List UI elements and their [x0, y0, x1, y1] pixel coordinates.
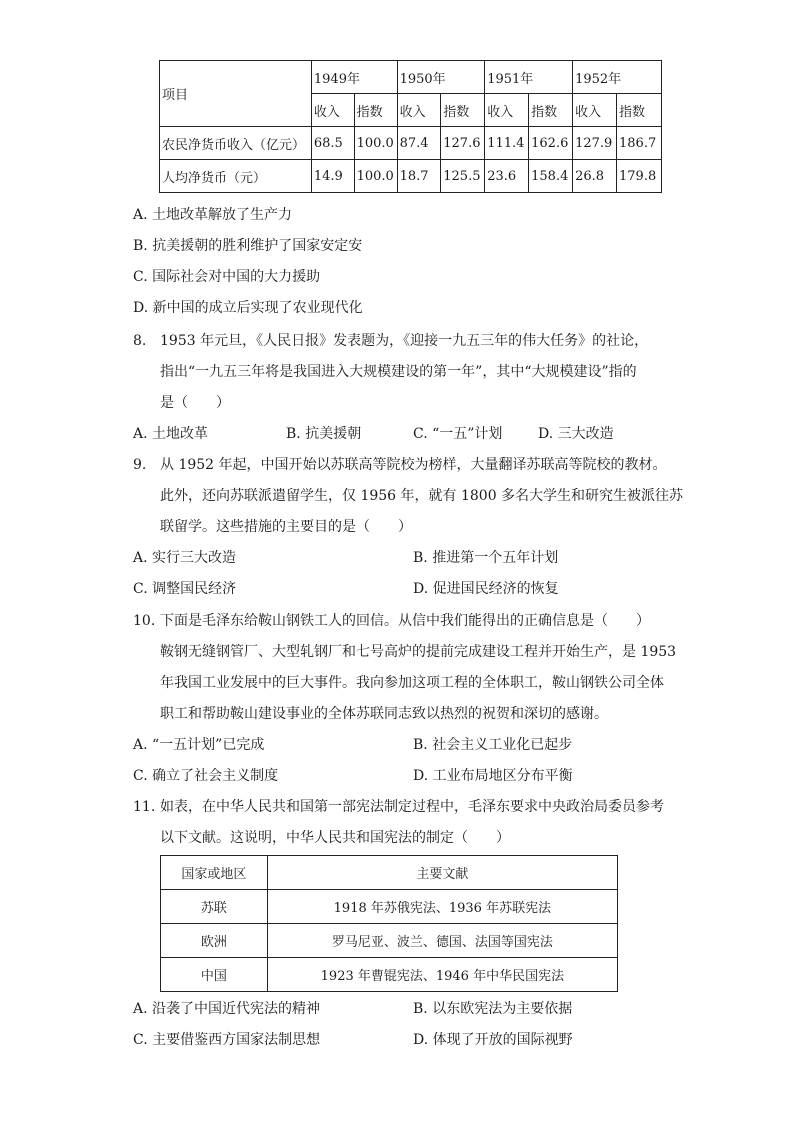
q10-quote-line: 职工和帮助鞍山建设事业的全体苏联同志致以热烈的祝贺和深切的感谢。: [160, 706, 608, 722]
q7-option-b[interactable]: B. 抗美援朝的胜利维护了国家安定安: [133, 238, 363, 254]
q10-quote-line: 鞍钢无缝钢管厂、大型轧钢厂和七号高炉的提前完成建设工程并开始生产，是 1953: [160, 644, 677, 660]
table-cell: 125.5: [441, 160, 485, 193]
table-cell: 186.7: [617, 127, 662, 160]
q11-number: 11.: [133, 799, 156, 815]
q11-stem-line: 如表，在中华人民共和国第一部宪法制定过程中，毛泽东要求中央政治局委员参考: [160, 799, 664, 815]
table-row: [160, 127, 662, 160]
table-cell: 23.6: [485, 160, 529, 193]
q9-option-a[interactable]: A. 实行三大改造: [133, 550, 237, 566]
table-cell: 14.9: [311, 160, 354, 193]
table-cell: 68.5: [311, 127, 354, 160]
table-row: [160, 160, 662, 193]
q7-option-a[interactable]: A. 土地改革解放了生产力: [133, 207, 293, 223]
q11-stem-line: 以下文献。这说明，中华人民共和国宪法的制定（ ）: [160, 830, 510, 846]
sub-header: 指数: [441, 94, 485, 127]
table-cell: 87.4: [397, 127, 441, 160]
row-label: 人均净货币（元）: [160, 160, 312, 193]
row-label: 农民净货币收入（亿元）: [160, 127, 312, 160]
table-cell: 127.9: [573, 127, 617, 160]
q8-option-b[interactable]: B. 抗美援朝: [286, 426, 362, 442]
q9-number: 9.: [133, 457, 147, 473]
table-row: [161, 958, 618, 992]
q10-quote-line: 年我国工业发展中的巨大事件。我向参加这项工程的全体职工，鞍山钢铁公司全体: [160, 675, 664, 691]
year-header: 1950年: [397, 61, 485, 94]
table-cell: 158.4: [529, 160, 573, 193]
table-cell: 100.0: [354, 127, 397, 160]
income-table: [159, 60, 662, 193]
row-header-cell: 项目: [160, 61, 312, 127]
table-cell: 苏联: [161, 890, 268, 924]
sub-header: 收入: [397, 94, 441, 127]
q8-number: 8.: [133, 333, 147, 349]
q11-option-c[interactable]: C. 主要借鉴西方国家法制思想: [133, 1032, 321, 1048]
q9-stem-line: 此外，还向苏联派遣留学生，仅 1956 年，就有 1800 多名大学生和研究生被派往苏: [160, 488, 684, 504]
q10-stem-line: 下面是毛泽东给鞍山钢铁工人的回信。从信中我们能得出的正确信息是（ ）: [160, 613, 650, 629]
q10-number: 10.: [133, 613, 156, 629]
year-header: 1949年: [311, 61, 397, 94]
q7-option-c[interactable]: C. 国际社会对中国的大力援助: [133, 269, 321, 285]
q8-stem-line: 1953 年元旦，《人民日报》发表题为，《迎接一九五三年的伟大任务》的社论，: [160, 333, 649, 349]
q10-option-b[interactable]: B. 社会主义工业化已起步: [413, 737, 573, 753]
q10-option-d[interactable]: D. 工业布局地区分布平衡: [413, 768, 573, 784]
table-cell: 179.8: [617, 160, 662, 193]
q11-option-a[interactable]: A. 沿袭了中国近代宪法的精神: [133, 1001, 321, 1017]
sub-header: 指数: [529, 94, 573, 127]
q7-option-d[interactable]: D. 新中国的成立后实现了农业现代化: [133, 300, 363, 316]
table-header: 国家或地区: [161, 856, 268, 890]
q11-option-b[interactable]: B. 以东欧宪法为主要依据: [413, 1001, 573, 1017]
table-cell: 162.6: [529, 127, 573, 160]
year-header: 1952年: [573, 61, 662, 94]
q8-option-d[interactable]: D. 三大改造: [538, 426, 614, 442]
q8-option-a[interactable]: A. 土地改革: [133, 426, 209, 442]
q10-option-a[interactable]: A. “一五计划”已完成: [133, 737, 265, 753]
year-header: 1951年: [485, 61, 573, 94]
table-header: 主要文献: [267, 856, 617, 890]
table-cell: 欧洲: [161, 924, 268, 958]
table-cell: 1923 年曹锟宪法、1946 年中华民国宪法: [267, 958, 617, 992]
table-cell: 罗马尼亚、波兰、德国、法国等国宪法: [267, 924, 617, 958]
table-cell: 1918 年苏俄宪法、1936 年苏联宪法: [267, 890, 617, 924]
table-cell: 26.8: [573, 160, 617, 193]
sub-header: 指数: [617, 94, 662, 127]
table-cell: 100.0: [354, 160, 397, 193]
q10-option-c[interactable]: C. 确立了社会主义制度: [133, 768, 279, 784]
sub-header: 收入: [485, 94, 529, 127]
q9-option-d[interactable]: D. 促进国民经济的恢复: [413, 581, 559, 597]
q9-stem-line: 联留学。这些措施的主要目的是（ ）: [160, 519, 412, 535]
constitution-table: [160, 855, 618, 992]
q9-option-c[interactable]: C. 调整国民经济: [133, 581, 237, 597]
table-cell: 18.7: [397, 160, 441, 193]
table-cell: 111.4: [485, 127, 529, 160]
table-row: [161, 890, 618, 924]
table-cell: 中国: [161, 958, 268, 992]
sub-header: 收入: [311, 94, 354, 127]
q9-stem-line: 从 1952 年起，中国开始以苏联高等院校为榜样，大量翻译苏联高等院校的教材。: [160, 457, 667, 473]
table-row: [161, 924, 618, 958]
sub-header: 收入: [573, 94, 617, 127]
q8-stem-line: 是（ ）: [160, 395, 230, 411]
table-cell: 127.6: [441, 127, 485, 160]
q8-stem-line: 指出“一九五三年将是我国进入大规模建设的第一年”，其中“大规模建设”指的: [160, 364, 637, 380]
q11-option-d[interactable]: D. 体现了开放的国际视野: [413, 1032, 573, 1048]
q8-option-c[interactable]: C. “一五”计划: [413, 426, 503, 442]
q9-option-b[interactable]: B. 推进第一个五年计划: [413, 550, 559, 566]
sub-header: 指数: [354, 94, 397, 127]
